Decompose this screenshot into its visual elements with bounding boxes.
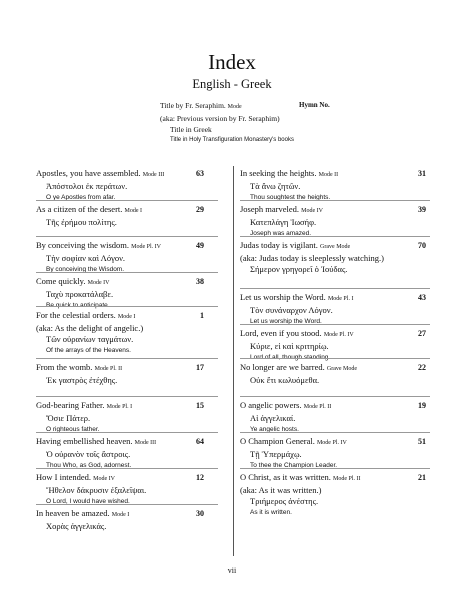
- entry-mode: Mode III: [142, 172, 165, 178]
- entry-mode: Mode III: [134, 440, 157, 446]
- entry-separator: [36, 236, 218, 237]
- entry-mode: Mode Pl. II: [94, 366, 123, 372]
- entry-htm-title: O Lord, I would have wished.: [46, 498, 130, 505]
- legend-htm-label: Title in Holy Transfiguration Monastery's books: [170, 137, 294, 143]
- entry-separator: [240, 324, 430, 325]
- entry-aka: (aka: As it was written.): [240, 485, 322, 495]
- index-entry: [36, 204, 231, 228]
- entry-hymn-number: 64: [196, 437, 204, 446]
- entry-htm-title: Joseph was amazed.: [250, 230, 312, 237]
- entry-greek-title: Κύριε, εἰ καὶ κριτηρίῳ.: [250, 341, 329, 351]
- entry-separator: [36, 432, 218, 433]
- entry-mode: Mode Pl. IV: [323, 332, 354, 338]
- entry-mode: Mode Pl. I: [106, 404, 133, 410]
- index-entry: [36, 362, 231, 386]
- entry-mode: Mode I: [124, 208, 143, 214]
- entry-hymn-number: 27: [418, 329, 426, 338]
- legend-hymn-no: Hymn No.: [299, 101, 330, 109]
- entry-separator: [36, 396, 218, 397]
- entry-greek-title: Τῆς ἐρήμου πολίτης.: [46, 217, 117, 227]
- entry-hymn-number: 30: [196, 509, 204, 518]
- entry-htm-title: Thou soughtest the heights.: [250, 194, 331, 201]
- entry-separator: [240, 236, 430, 237]
- entry-separator: [240, 432, 430, 433]
- index-entry: [240, 362, 430, 386]
- entry-aka: (aka: As the delight of angelic.): [36, 323, 144, 333]
- entry-english-text: As a citizen of the desert.: [36, 204, 123, 214]
- entry-english-text: Lord, even if you stood.: [240, 328, 322, 338]
- index-entry: [36, 508, 231, 532]
- entry-english-text: In seeking the heights.: [240, 168, 317, 178]
- index-entry: [240, 240, 430, 275]
- entry-htm-title: Be quick to anticipate.: [46, 302, 110, 309]
- entry-htm-title: By conceiving the Wisdom.: [46, 266, 125, 273]
- entry-hymn-number: 43: [418, 293, 426, 302]
- entry-greek-title: Ταχὺ προκατάλαβε.: [46, 289, 114, 299]
- entry-mode: Mode Pl. II: [333, 476, 361, 482]
- entry-separator: [240, 288, 430, 289]
- entry-separator: [36, 468, 218, 469]
- entry-htm-title: Let us worship the Word.: [250, 318, 322, 325]
- page-number: vii: [227, 566, 237, 575]
- entry-htm-title: To thee the Champion Leader.: [250, 462, 338, 469]
- entry-hymn-number: 63: [196, 169, 204, 178]
- entry-english-text: Apostles, you have assembled.: [36, 168, 141, 178]
- entry-htm-title: As it is written.: [250, 509, 292, 516]
- entry-separator: [240, 200, 430, 201]
- entry-english-text: Having embellished heaven.: [36, 436, 133, 446]
- entry-english-title: [240, 400, 430, 413]
- entry-greek-title: Σήμερον γρηγορεῖ ὁ Ἰούδας.: [250, 264, 348, 274]
- entry-english-text: From the womb.: [36, 362, 93, 372]
- entry-greek-title: Αἱ ἀγγελικαί.: [250, 413, 296, 423]
- entry-mode: Mode Pl. IV: [131, 244, 161, 250]
- entry-hymn-number: 15: [196, 401, 204, 410]
- entry-english-title: [240, 436, 430, 449]
- entry-hymn-number: 31: [418, 169, 426, 178]
- entry-greek-title: Τὰ ἄνω ζητῶν.: [250, 181, 301, 191]
- entry-mode: Mode I: [111, 512, 130, 518]
- entry-mode: Mode II: [318, 172, 339, 178]
- entry-hymn-number: 21: [418, 473, 426, 482]
- entry-greek-title: Ἐκ γαστρὸς ἐτέχθης.: [46, 375, 118, 385]
- entry-greek-title: Τριήμερος ἀνέστης.: [250, 496, 319, 506]
- entry-separator: [36, 272, 218, 273]
- index-entry: [36, 240, 231, 275]
- entry-english-title: [240, 292, 430, 305]
- entry-greek-title: Κατεπλάγη Ἰωσήφ.: [250, 217, 317, 227]
- entry-mode: Mode IV: [87, 280, 110, 286]
- legend-aka-label: (aka: Previous version by Fr. Seraphim): [160, 114, 280, 123]
- entry-greek-title: Τῶν οὐρανίων ταγμάτων.: [46, 334, 134, 344]
- legend-greek-label: Title in Greek: [170, 125, 212, 134]
- entry-mode: Mode Pl. IV: [316, 440, 347, 446]
- entry-english-text: For the celestial orders.: [36, 310, 116, 320]
- entry-english-text: O Christ, as it was written.: [240, 472, 331, 482]
- legend-title-label: Title by Fr. Seraphim.: [160, 101, 226, 110]
- entry-separator: [240, 358, 430, 359]
- entry-separator: [36, 306, 218, 307]
- entry-htm-title: O ye Apostles from afar.: [46, 194, 116, 201]
- entry-english-text: God-bearing Father.: [36, 400, 105, 410]
- legend-row-1: [160, 100, 360, 113]
- index-entry: [36, 400, 231, 435]
- entry-mode: Mode I: [117, 314, 136, 320]
- entry-greek-title: Ἤθελον δάκρυσιν ἐξαλεῖψαι.: [46, 485, 147, 495]
- index-entry: [240, 292, 430, 327]
- entry-greek-title: Οὐκ ἔτι κωλυόμεθα.: [250, 375, 320, 385]
- index-entry: [240, 400, 430, 435]
- entry-hymn-number: 38: [196, 277, 204, 286]
- entry-english-title: [240, 168, 430, 181]
- entry-english-text: No longer are we barred.: [240, 362, 325, 372]
- entry-mode: Mode IV: [301, 208, 323, 214]
- entry-htm-title: Thou Who, as God, adornest.: [46, 462, 132, 469]
- entry-htm-title: Ye angelic hosts.: [250, 426, 299, 433]
- entry-english-text: Judas today is vigilant.: [240, 240, 318, 250]
- legend: [160, 100, 360, 146]
- entry-greek-title: Τὴν σοφίαν καὶ Λόγον.: [46, 253, 126, 263]
- entry-aka: (aka: Judas today is sleeplessly watching.): [240, 253, 384, 263]
- entry-htm-title: Of the arrays of the Heavens.: [46, 347, 131, 354]
- entry-mode: Grave Mode: [326, 366, 358, 372]
- index-entry: [36, 436, 231, 471]
- entry-hymn-number: 19: [418, 401, 426, 410]
- entry-htm-title: O righteous father.: [46, 426, 100, 433]
- entry-english-title: [240, 362, 430, 375]
- entry-hymn-number: 12: [196, 473, 204, 482]
- entry-separator: [240, 396, 430, 397]
- page-subtitle: English - Greek: [192, 77, 272, 91]
- index-entry: [240, 204, 430, 239]
- entry-english-text: O Champion General.: [240, 436, 315, 446]
- entry-english-text: By conceiving the wisdom.: [36, 240, 130, 250]
- index-entry: [36, 472, 231, 507]
- entry-hymn-number: 39: [418, 205, 426, 214]
- entry-separator: [36, 358, 218, 359]
- entry-mode: Mode Pl. I: [327, 296, 354, 302]
- entry-hymn-number: 17: [196, 363, 204, 372]
- index-entry: [36, 310, 231, 356]
- entry-english-title: [240, 328, 430, 341]
- index-entry: [240, 436, 430, 471]
- entry-english-title: [240, 472, 430, 485]
- entry-mode: Mode IV: [93, 476, 115, 482]
- entry-greek-title: Τὸν συνάναρχον Λόγον.: [250, 305, 333, 315]
- entry-htm-title: Lord of all, though standing.: [250, 354, 331, 361]
- entry-greek-title: Χορὰς ἀγγελικάς.: [46, 521, 107, 531]
- index-entry: [240, 168, 430, 203]
- entry-hymn-number: 29: [196, 205, 204, 214]
- entry-english-text: O angelic powers.: [240, 400, 302, 410]
- entry-hymn-number: 1: [200, 311, 204, 320]
- entry-english-text: Let us worship the Word.: [240, 292, 326, 302]
- entry-separator: [36, 504, 218, 505]
- entry-hymn-number: 51: [418, 437, 426, 446]
- entry-mode: Grave Mode: [320, 244, 351, 250]
- entry-english-title: [240, 204, 430, 217]
- entry-hymn-number: 49: [196, 241, 204, 250]
- entry-english-text: Come quickly.: [36, 276, 86, 286]
- entry-hymn-number: 22: [418, 363, 426, 372]
- entry-separator: [36, 200, 218, 201]
- entry-greek-title: Ὁ οὐρανὸν τοῖς ἄστροις.: [46, 449, 131, 459]
- legend-mode-label: Mode: [227, 104, 242, 110]
- entry-separator: [240, 468, 430, 469]
- entry-english-title: [240, 240, 430, 253]
- entry-greek-title: Ἀπόστολοι ἐκ περάτων.: [46, 181, 128, 191]
- index-entry: [36, 168, 231, 203]
- column-divider: [233, 166, 234, 556]
- entry-mode: Mode Pl. II: [303, 404, 332, 410]
- page-title: Index: [208, 50, 256, 74]
- entry-greek-title: Ὅσιε Πάτερ.: [46, 413, 91, 423]
- index-entry: [240, 472, 430, 518]
- entry-greek-title: Τῇ Ὑπερμάχῳ.: [250, 449, 302, 459]
- entry-hymn-number: 70: [418, 241, 426, 250]
- entry-english-text: How I intended.: [36, 472, 92, 482]
- entry-english-text: In heaven be amazed.: [36, 508, 110, 518]
- entry-english-text: Joseph marveled.: [240, 204, 300, 214]
